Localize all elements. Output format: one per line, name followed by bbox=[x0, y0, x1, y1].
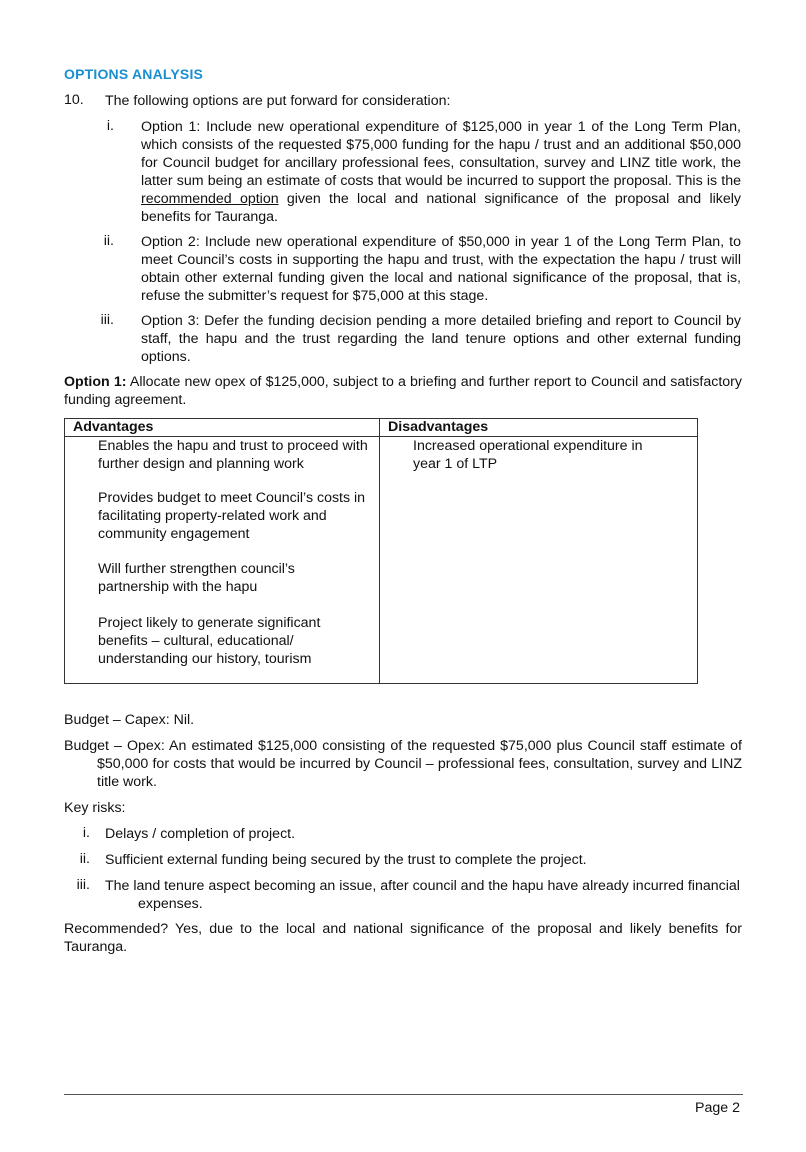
list-item: Provides budget to meet Council’s costs in facilitating property-related work and community engagement bbox=[98, 490, 366, 542]
risk-numeral: ii. bbox=[79, 851, 90, 867]
option-1-summary: Option 1: Allocate new opex of $125,000, subject to a briefing and further report to Council and satisfactory funding agreement. bbox=[64, 374, 742, 408]
key-risks-label: Key risks: bbox=[64, 800, 126, 816]
page-number: Page 2 bbox=[695, 1100, 740, 1116]
paragraph-intro: The following options are put forward for consideration: bbox=[105, 93, 451, 109]
risk-numeral: i. bbox=[82, 825, 90, 841]
advantages-table bbox=[64, 418, 698, 684]
option-numeral: iii. bbox=[100, 312, 114, 328]
disadvantages-header: Disadvantages bbox=[380, 419, 698, 437]
recommendation: Recommended? Yes, due to the local and national significance of the proposal and likely benefits for Tauranga. bbox=[64, 921, 742, 955]
recommended-option-text: recommended option bbox=[141, 191, 279, 207]
list-item: Enables the hapu and trust to proceed with further design and planning work bbox=[98, 438, 368, 472]
risk-item: Delays / completion of project. bbox=[105, 826, 296, 842]
risk-numeral: iii. bbox=[76, 877, 90, 893]
list-item: Increased operational expenditure in year 1 of LTP bbox=[413, 438, 643, 472]
list-item: Will further strengthen council’s partnership with the hapu bbox=[98, 561, 295, 595]
risk-item: The land tenure aspect becoming an issue, after council and the hapu have already incurred financial expenses. bbox=[105, 878, 740, 912]
risk-item: Sufficient external funding being secured by the trust to complete the project. bbox=[105, 852, 587, 868]
option-numeral: i. bbox=[106, 118, 114, 134]
option-numeral: ii. bbox=[103, 233, 114, 249]
advantages-header: Advantages bbox=[65, 419, 380, 437]
disadvantages-cell bbox=[380, 437, 698, 684]
section-heading: OPTIONS ANALYSIS bbox=[64, 66, 204, 82]
option-1-text: Option 1: Include new operational expenditure of $125,000 in year 1 of the Long Term Plan, which consists of the requested $75,000 funding for the hapu / trust and an additional $50,000 for Council budget for ancillary professional fees, consultation, survey and LINZ title work, the latter sum being an estimate of costs that would be incurred to support the proposal. This is the recommended option given the local and national significance of the proposal and likely benefits for Tauranga. bbox=[141, 119, 741, 225]
footer-divider bbox=[64, 1094, 743, 1095]
budget-capex: Budget – Capex: Nil. bbox=[64, 712, 195, 728]
budget-opex: Budget – Opex: An estimated $125,000 consisting of the requested $75,000 plus Council staff estimate of $50,000 for costs that would be incurred by Council – professional fees, consultation, survey and LINZ title work. bbox=[64, 738, 742, 790]
option-3-text: Option 3: Defer the funding decision pending a more detailed briefing and report to Council by staff, the hapu and the trust regarding the land tenure options and other external funding options. bbox=[141, 313, 741, 365]
list-item: Project likely to generate significant benefits – cultural, educational/ understanding our history, tourism bbox=[98, 615, 321, 667]
paragraph-number: 10. bbox=[64, 92, 84, 108]
option-2-text: Option 2: Include new operational expenditure of $50,000 in year 1 of the Long Term Plan, to meet Council’s costs in supporting the hapu and trust, with the expectation the hapu / trust will obtain other external funding given the local and national significance of the proposal, that is, refuse the submitter’s request for $75,000 at this stage. bbox=[141, 234, 741, 304]
advantages-cell bbox=[65, 437, 380, 684]
